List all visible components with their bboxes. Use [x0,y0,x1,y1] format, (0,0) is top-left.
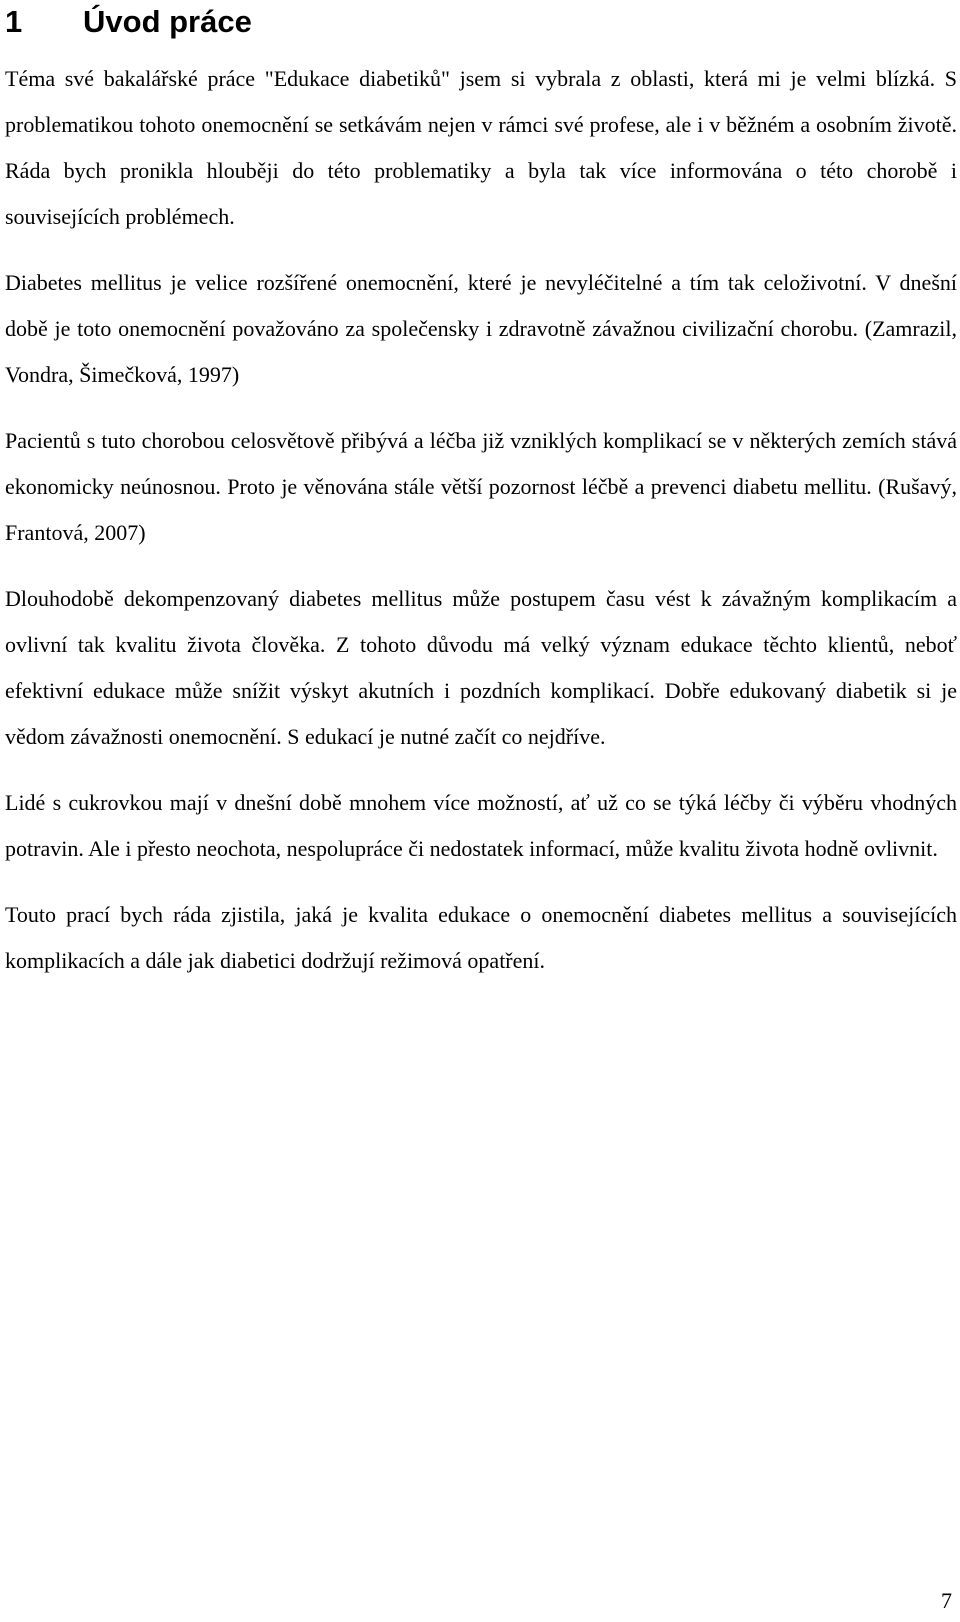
paragraph-education-importance: Dlouhodobě dekompenzovaný diabetes mellitus může postupem času vést k závažným komplikacím a ovlivní tak kvalitu života člověka. Z tohoto důvodu má velký význam edukace těchto klientů, neboť efektivní edukace může snížit výskyt akutních i pozdních komplikací. Dobře edukovaný diabetik si je vědom závažnosti onemocnění. S edukací je nutné začít co nejdříve. [5,586,957,749]
paragraph-options: Lidé s cukrovkou mají v dnešní době mnohem více možností, ať už co se týká léčby či výběru vhodných potravin. Ale i přesto neochota, nespolupráce či nedostatek informací, může kvalitu života hodně ovlivnit. [5,790,957,861]
chapter-number: 1 [5,4,23,39]
paragraph-thesis-aim: Touto prací bych ráda zjistila, jaká je kvalita edukace o onemocnění diabetes mellitus a souvisejících komplikacích a dále jak diabetici dodržují režimová opatření. [5,902,957,973]
paragraph-diabetes-definition: Diabetes mellitus je velice rozšířené onemocnění, které je nevyléčitelné a tím tak celoživotní. V dnešní době je toto onemocnění považováno za společensky i zdravotně závažnou civilizační chorobu. (Zamrazil, Vondra, Šimečková, 1997) [5,270,957,387]
paragraph-topic-choice: Téma své bakalářské práce "Edukace diabetiků" jsem si vybrala z oblasti, která mi je velmi blízká. S problematikou tohoto onemocnění se setkávám nejen v rámci své profese, ale i v běžném a osobním životě. Ráda bych pronikla hlouběji do této problematiky a byla tak více informována o této chorobě i souvisejících problémech. [5,66,957,229]
document-page [5,0,957,984]
chapter-heading [5,0,957,42]
paragraph-patient-growth: Pacientů s tuto chorobou celosvětově přibývá a léčba již vzniklých komplikací se v některých zemích stává ekonomicky neúnosnou. Proto je věnována stále větší pozornost léčbě a prevenci diabetu mellitu. (Rušavý, Frantová, 2007) [5,428,957,545]
page-number: 7 [941,1588,952,1613]
chapter-title: Úvod práce [83,4,252,39]
